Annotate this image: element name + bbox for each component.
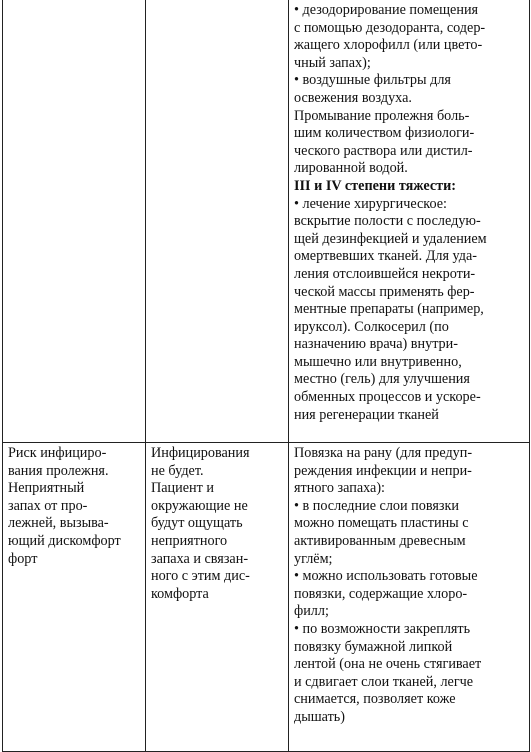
text-line: реждения инфекции и непри- bbox=[294, 462, 472, 479]
text-line: углём; bbox=[294, 550, 333, 567]
text-line: Инфицирования bbox=[151, 445, 250, 461]
intervention-cell bbox=[289, 443, 530, 752]
intervention-cell bbox=[289, 0, 530, 443]
text-line: чный запах); bbox=[294, 54, 371, 71]
text-line: ируксол). Солкосерил (по bbox=[294, 318, 449, 335]
text-line: неприятного bbox=[151, 532, 228, 549]
text-line: Повязка на рану (для предуп- bbox=[294, 445, 473, 461]
text-line: снимается, позволяет коже bbox=[294, 691, 456, 708]
text-line: ного с этим дис- bbox=[151, 568, 250, 585]
text-line: шим количеством физиологи- bbox=[294, 125, 475, 142]
text-line: будут ощущать bbox=[151, 515, 243, 532]
text-line: местно (гель) для улучшения bbox=[294, 371, 470, 388]
text-line: щей дезинфекцией и удалением bbox=[294, 230, 487, 247]
text-line: форт bbox=[8, 550, 38, 567]
text-line: лежней, вызыва- bbox=[8, 515, 109, 532]
text-line: освежения воздуха. bbox=[294, 89, 412, 106]
text-line: Риск инфициро- bbox=[8, 445, 107, 461]
text-line: филл; bbox=[294, 603, 329, 620]
text-line: назначению врача) внутри- bbox=[294, 336, 458, 353]
text-line: вания пролежня. bbox=[8, 462, 109, 479]
text-line: и сдвигает слои тканей, легче bbox=[294, 673, 474, 690]
text-line: вскрытие полости с последую- bbox=[294, 213, 481, 230]
text-line: • лечение хирургическое: bbox=[294, 195, 447, 212]
text-line: запаха и связан- bbox=[151, 550, 249, 567]
goal-cell bbox=[146, 443, 289, 752]
text-line: комфорта bbox=[151, 585, 209, 602]
goal-cell bbox=[146, 0, 289, 443]
text-line: дышать) bbox=[294, 708, 345, 725]
text-line: ческой массы применять фер- bbox=[294, 283, 475, 300]
problem-cell bbox=[3, 443, 146, 752]
text-line: • по возможности закреплять bbox=[294, 620, 471, 637]
text-line: окружающие не bbox=[151, 497, 248, 514]
text-line: ления отслоившейся некроти- bbox=[294, 265, 476, 282]
text-line: жащего хлорофилл (или цвето- bbox=[294, 37, 483, 54]
text-line: можно помещать пластины с bbox=[294, 515, 469, 532]
text-line: лентой (она не очень стягивает bbox=[294, 656, 482, 673]
text-line: Промывание пролежня боль- bbox=[294, 107, 470, 124]
text-line: запах от про- bbox=[8, 497, 88, 514]
text-line: с помощью дезодоранта, содер- bbox=[294, 19, 486, 36]
text-line: • дезодорирование помещения bbox=[294, 2, 479, 18]
text-line: ментные препараты (например, bbox=[294, 301, 484, 318]
text-line: не будет. bbox=[151, 462, 204, 479]
text-line: повязку бумажной липкой bbox=[294, 638, 453, 655]
table-row bbox=[3, 0, 530, 443]
care-plan-table bbox=[2, 0, 530, 752]
text-line: лированной водой. bbox=[294, 160, 408, 177]
text-line: мышечно или внутривенно, bbox=[294, 353, 462, 370]
text-line: ческого раствора или дистил- bbox=[294, 142, 473, 159]
text-line: ятного запаха): bbox=[294, 480, 385, 497]
text-line: Пациент и bbox=[151, 480, 214, 497]
text-line: Неприятный bbox=[8, 480, 85, 497]
text-line: ния регенерации тканей bbox=[294, 406, 439, 423]
text-line: повязки, содержащие хлоро- bbox=[294, 585, 468, 602]
text-line: • в последние слои повязки bbox=[294, 497, 459, 514]
section-heading: III и IV степени тяжести: bbox=[294, 177, 457, 194]
text-line: активированным древесным bbox=[294, 532, 466, 549]
text-line: • воздушные фильтры для bbox=[294, 72, 451, 89]
table-row bbox=[3, 443, 530, 752]
problem-cell bbox=[3, 0, 146, 443]
text-line: • можно использовать готовые bbox=[294, 568, 478, 585]
text-line: обменных процессов и ускоре- bbox=[294, 389, 481, 406]
text-line: ющий дискомфорт bbox=[8, 532, 121, 549]
text-line: омертвевших тканей. Для уда- bbox=[294, 248, 477, 265]
